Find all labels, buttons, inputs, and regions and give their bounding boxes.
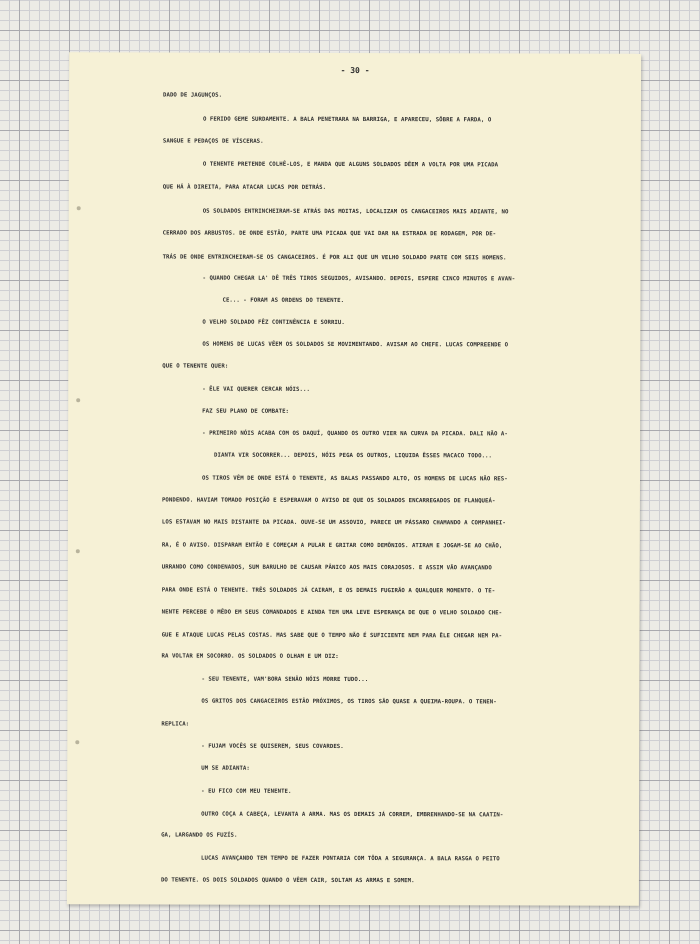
text-line: SANGUE E PEDAÇOS DE VÍSCERAS.: [162, 138, 264, 145]
page-body: [160, 92, 605, 885]
binder-hole: [77, 206, 81, 210]
text-line: PONDENDO. HAVIAM TOMADO POSIÇÃO E ESPERAVAM O AVISO DE QUE OS SOLDADOS ENCARREGADOS DE FLANQUEÁ-: [161, 497, 496, 505]
text-line: NENTE PERCEBE O MÊDO EM SEUS COMANDADOS E AINDA TEM UMA LEVE ESPERANÇA DE QUE O VELHO SOLDADO CHE-: [161, 609, 503, 617]
text-line: CE... - FORAM AS ORDENS DO TENENTE.: [222, 297, 345, 304]
text-line: GA, LARGANDO OS FUZÍS.: [161, 832, 238, 839]
text-line: UM SE ADIANTA:: [201, 765, 250, 772]
text-line: OS TIROS VÊM DE ONDE ESTÁ O TENENTE, AS BALAS PASSANDO ALTO, OS HOMENS DE LUCAS NÃO RES-: [201, 475, 508, 483]
text-line: DIANTA VIR SOCORRER... DEPOIS, NÓIS PEGA OS OUTROS, LIQUIDA ÊSSES MACACO TODO...: [214, 452, 493, 460]
text-line: - FUJAM VOCÊS SE QUISEREM, SEUS COVARDES.: [201, 743, 344, 750]
text-line: GUE E ATAQUE LUCAS PELAS COSTAS. MAS SABE QUE O TEMPO NÃO É SUFICIENTE NEM PARA ÊLE CHEGAR NEM PA-: [161, 632, 503, 640]
text-line: OS GRITOS DOS CANGACEIROS ESTÃO PRÓXIMOS, OS TIROS SÃO QUASE A QUEIMA-ROUPA. O TENEN-: [201, 698, 497, 706]
text-line: REPLICA:: [161, 721, 190, 728]
text-line: OUTRO COÇA A CABEÇA, LEVANTA A ARMA. MAS OS DEMAIS JÁ CORREM, EMBRENHANDO-SE NA CAATIN-: [201, 811, 504, 819]
text-line: CERRADO DOS ARBUSTOS. DE ONDE ESTÃO, PARTE UMA PICADA QUE VAI DAR NA ESTRADA DE RODAGEM, POR DE-: [162, 230, 497, 238]
text-line: O FERIDO GEME SURDAMENTE. A BALA PENETRARA NA BARRIGA, E APARECEU, SÔBRE A FARDA, O: [202, 116, 492, 124]
binder-hole: [76, 398, 80, 402]
text-line: TRÁS DE ONDE ENTRINCHEIRAM-SE OS CANGACEIROS. É POR ALI QUE UM VELHO SOLDADO PARTE COM SEIS HOMENS.: [162, 254, 507, 262]
text-line: QUE O TENENTE QUER:: [162, 363, 229, 370]
text-line: RA VOLTAR EM SOCORRO. OS SOLDADOS O OLHAM E UM DIZ:: [161, 653, 339, 660]
typewritten-page: [67, 52, 641, 905]
text-line: PARA ONDE ESTÁ O TENENTE. TRÊS SOLDADOS JÁ CAIRAM, E OS DEMAIS FUGIRÃO A QUALQUER MOMENTO. O TE-: [161, 587, 496, 595]
text-line: - SEU TENENTE, VAM'BORA SENÃO NÓIS MORRE TUDO...: [201, 676, 369, 684]
binder-hole: [76, 549, 80, 553]
text-line: QUE HÁ À DIREITA, PARA ATACAR LUCAS POR DETRÁS.: [162, 184, 327, 191]
text-line: DADO DE JAGUNÇOS.: [162, 92, 223, 99]
text-line: LUCAS AVANÇANDO TEM TEMPO DE FAZER PONTARIA COM TÔDA A SEGURANÇA. A BALA RASGA O PEITO: [200, 855, 500, 863]
text-line: FAZ SEU PLANO DE COMBATE:: [202, 408, 290, 415]
text-line: - ÊLE VAI QUERER CERCAR NÓIS...: [202, 386, 310, 393]
text-line: RA, É O AVISO. DISPARAM ENTÃO E COMEÇAM A PULAR E GRITAR COMO DEMÔNIOS. ATIRAM E JOGAM-SE AO CHÃO,: [161, 542, 503, 550]
text-line: OS HOMENS DE LUCAS VÊEM OS SOLDADOS SE MOVIMENTANDO. AVISAM AO CHEFE. LUCAS COMPREENDE O: [202, 341, 509, 349]
text-line: - QUANDO CHEGAR LA' DÊ TRÊS TIROS SEGUIDOS, AVISANDO. DEPOIS, ESPERE CINCO MINUTOS E AVAN-: [202, 275, 516, 283]
text-line: O TENENTE PRETENDE COLHÊ-LOS, E MANDA QUE ALGUNS SOLDADOS DÊEM A VOLTA POR UMA PICADA: [202, 161, 499, 169]
text-line: OS SOLDADOS ENTRINCHEIRAM-SE ATRÁS DAS MOITAS, LOCALIZAM OS CANGACEIROS MAIS ADIANTE, NO: [202, 208, 509, 216]
text-line: URRANDO COMO CONDENADOS, SUM BARULHO DE CAUSAR PÂNICO AOS MAIS CORAJOSOS. E ASSIM VÃO AVANÇANDO: [161, 564, 492, 572]
text-line: - EU FICO COM MEU TENENTE.: [201, 788, 292, 795]
page-number: - 30 -: [340, 65, 370, 76]
text-line: - PRIMEIRO NÓIS ACABA COM OS DAQUÍ, QUANDO OS OUTRO VIER NA CURVA DA PICADA. DALI NÃO A-: [202, 430, 508, 438]
text-line: DO TENENTE. OS DOIS SOLDADOS QUANDO O VÊEM CAIR, SOLTAM AS ARMAS E SOMEM.: [160, 877, 415, 885]
binder-hole: [75, 740, 79, 744]
text-line: O VELHO SOLDADO FÊZ CONTINÊNCIA E SORRIU.: [202, 319, 345, 326]
text-line: LOS ESTAVAM NO MAIS DISTANTE DA PICADA. OUVE-SE UM ASSOVIO, PARECE UM PÁSSARO CHAMANDO A COMPANHEI-: [161, 519, 506, 527]
